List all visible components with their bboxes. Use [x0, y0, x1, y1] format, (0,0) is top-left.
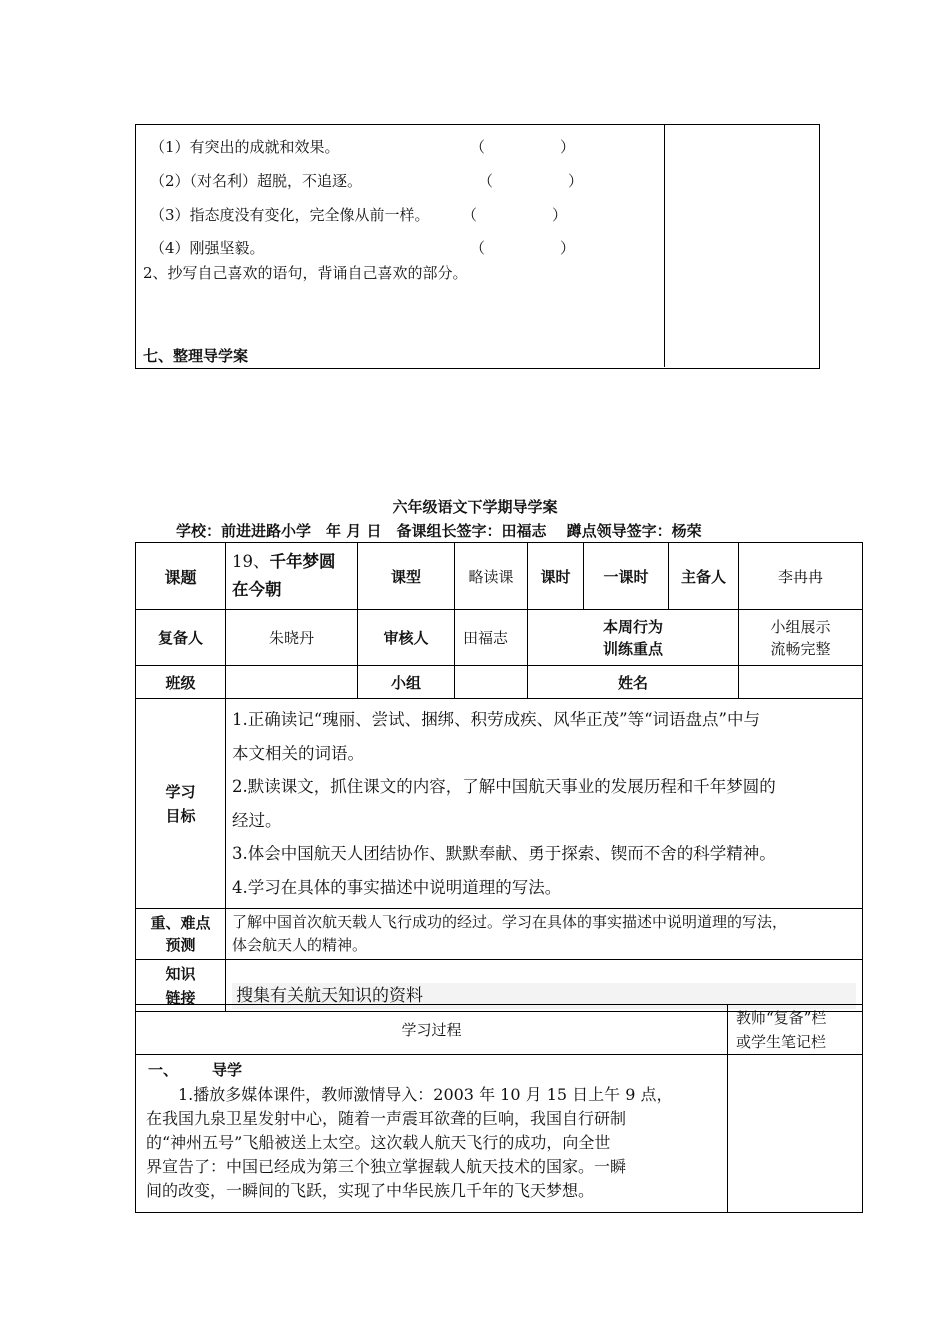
- group-label: 小组: [358, 666, 455, 699]
- weekly-focus-label-1: 本周行为: [602, 617, 663, 636]
- vocab-item-1-blank: （ ）: [470, 138, 576, 156]
- period-value: 一课时: [584, 543, 669, 610]
- section-7-heading: 七、整理导学案: [143, 347, 249, 365]
- copreparer-label: 复备人: [136, 610, 226, 666]
- topic-title-1: 千年梦圆: [269, 552, 336, 571]
- vocab-item-4-blank: （ ）: [470, 239, 576, 257]
- top-table-divider: [664, 124, 665, 367]
- class-value: [226, 666, 358, 699]
- objectives-label-1: 学习: [165, 782, 196, 801]
- student-name-value: [739, 666, 863, 699]
- guide-heading-text: 导学: [212, 1061, 243, 1079]
- keypoints-line-1: 了解中国首次航天载人飞行成功的经过。学习在具体的事实描述中说明道理的写法，: [232, 913, 788, 931]
- guide-line: 的“神州五号”飞船被送上太空。这次载人航天飞行的成功，向全世: [146, 1133, 611, 1152]
- class-label: 班级: [136, 666, 226, 699]
- vocab-item-3-blank: （ ）: [462, 206, 568, 224]
- keypoints-label-2: 预测: [165, 936, 196, 954]
- knowledge-value: 搜集有关航天知识的资料: [232, 983, 856, 1009]
- vocab-item-1: （1）有突出的成就和效果。: [150, 138, 340, 156]
- topic-label: 课题: [136, 543, 226, 610]
- info-table: [135, 542, 863, 1012]
- objective-line: 3.体会中国航天人团结协作、默默奉献、勇于探索、锲而不舍的科学精神。: [232, 844, 776, 863]
- period-label: 课时: [528, 543, 584, 610]
- lesson-type-label: 课型: [358, 543, 455, 610]
- objectives-content: [226, 699, 863, 909]
- notes-column-label: [728, 1005, 863, 1055]
- weekly-focus-value-1: 小组展示: [770, 617, 831, 636]
- guide-heading-number: 一、: [148, 1061, 179, 1079]
- weekly-focus-value-2: 流畅完整: [770, 639, 831, 658]
- lesson-type-value: 略读课: [455, 543, 528, 610]
- page-subtitle: 学校：前进进路小学 年 月 日 备课组长签字：田福志 蹲点领导签字：杨荣: [176, 522, 702, 540]
- objective-line: 2.默读课文，抓住课文的内容，了解中国航天事业的发展历程和千年梦圆的: [232, 777, 776, 796]
- group-value: [455, 666, 528, 699]
- weekly-focus-label: [528, 610, 739, 666]
- vocab-item-3: （3）指态度没有变化，完全像从前一样。: [150, 206, 430, 224]
- knowledge-label-1: 知识: [165, 964, 196, 983]
- vocab-item-2: （2）（对名利）超脱，不追逐。: [150, 172, 363, 190]
- objectives-label-2: 目标: [165, 806, 196, 825]
- vocab-item-2-blank: （ ）: [478, 172, 584, 190]
- weekly-focus-label-2: 训练重点: [602, 639, 663, 658]
- guide-line: 间的改变，一瞬间的飞跃，实现了中华民族几千年的飞天梦想。: [146, 1181, 595, 1200]
- objective-line: 4.学习在具体的事实描述中说明道理的写法。: [232, 877, 562, 897]
- page-title: 六年级语文下学期导学案: [392, 498, 558, 516]
- notes-column-label-1: 教师“复备”栏: [736, 1008, 827, 1027]
- guide-heading: [146, 1057, 719, 1083]
- process-table: [135, 1004, 863, 1213]
- notes-column: [728, 1055, 863, 1213]
- reviewer-label: 审核人: [358, 610, 455, 666]
- task-2: 2、抄写自己喜欢的语句，背诵自己喜欢的部分。: [143, 264, 468, 282]
- topic-number: 19、: [232, 552, 270, 571]
- guide-line: 界宣告了：中国已经成为第三个独立掌握载人航天技术的国家。一瞬: [146, 1157, 627, 1176]
- objectives-label: [136, 699, 226, 909]
- preparer-value: 李冉冉: [739, 543, 863, 610]
- weekly-focus-value: [739, 610, 863, 666]
- keypoints-line-2: 体会航天人的精神。: [232, 936, 368, 954]
- copreparer-value: 朱晓丹: [226, 610, 358, 666]
- knowledge-label-2: 链接: [165, 988, 196, 1007]
- process-label: 学习过程: [136, 1005, 728, 1055]
- notes-column-label-2: 或学生笔记栏: [736, 1032, 827, 1051]
- topic-title-2: 在今朝: [232, 580, 282, 599]
- reviewer-value: 田福志: [455, 610, 528, 666]
- objective-line: 经过。: [232, 810, 282, 830]
- topic-value: [226, 543, 358, 610]
- guide-line: 1.播放多媒体课件，教师激情导入：2003 年 10 月 15 日上午 9 点，: [178, 1085, 673, 1104]
- objective-line: 1.正确读记“瑰丽、尝试、捆绑、积劳成疾、风华正茂”等“词语盘点”中与: [232, 710, 760, 729]
- objective-line: 本文相关的词语。: [232, 743, 364, 763]
- preparer-label: 主备人: [669, 543, 739, 610]
- guide-section: [136, 1055, 728, 1213]
- vocab-item-4: （4）刚强坚毅。: [150, 239, 265, 257]
- keypoints-label: [136, 909, 226, 960]
- keypoints-label-1: 重、难点: [150, 914, 211, 932]
- student-name-label: 姓名: [528, 666, 739, 699]
- guide-line: 在我国九泉卫星发射中心，随着一声震耳欲聋的巨响，我国自行研制: [146, 1109, 627, 1128]
- keypoints-content: [226, 909, 863, 960]
